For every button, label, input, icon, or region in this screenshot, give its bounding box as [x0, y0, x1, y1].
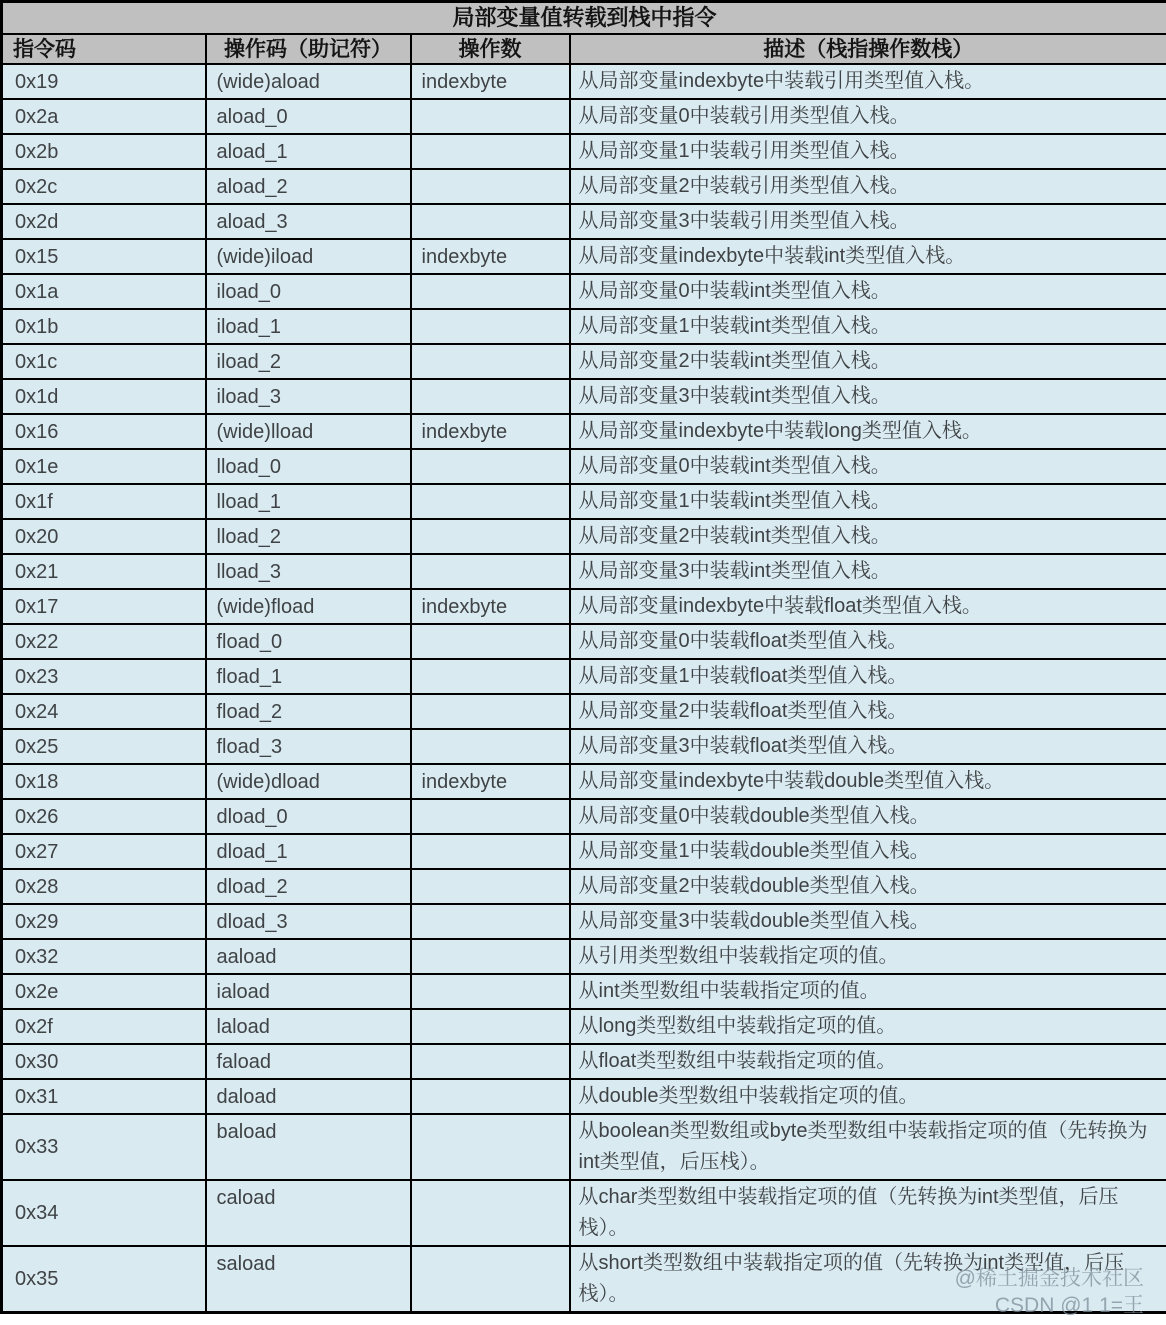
description-cell: 从引用类型数组中装载指定项的值。 [570, 939, 1166, 974]
mnemonic-cell: iload_2 [206, 344, 411, 379]
operand-cell [411, 134, 570, 169]
mnemonic-cell: fload_0 [206, 624, 411, 659]
table-row [2, 1009, 1166, 1044]
description-cell: 从局部变量0中装载int类型值入栈。 [570, 274, 1166, 309]
table-row [2, 239, 1166, 274]
operand-cell [411, 309, 570, 344]
table-row [2, 449, 1166, 484]
opcode-cell: 0x35 [2, 1246, 206, 1313]
opcode-cell: 0x22 [2, 624, 206, 659]
operand-cell [411, 1079, 570, 1114]
table-header-row [2, 34, 1166, 64]
opcode-cell: 0x21 [2, 554, 206, 589]
opcode-cell: 0x2a [2, 99, 206, 134]
opcode-cell: 0x1d [2, 379, 206, 414]
description-cell: 从局部变量3中装载int类型值入栈。 [570, 379, 1166, 414]
mnemonic-cell: (wide)dload [206, 764, 411, 799]
table-row [2, 1114, 1166, 1180]
table-row [2, 379, 1166, 414]
table-row [2, 904, 1166, 939]
description-cell: 从局部变量1中装载引用类型值入栈。 [570, 134, 1166, 169]
operand-cell: indexbyte [411, 64, 570, 99]
description-cell: 从局部变量indexbyte中装载long类型值入栈。 [570, 414, 1166, 449]
description-cell: 从局部变量0中装载引用类型值入栈。 [570, 99, 1166, 134]
opcode-cell: 0x26 [2, 799, 206, 834]
opcode-cell: 0x2f [2, 1009, 206, 1044]
operand-cell [411, 624, 570, 659]
mnemonic-cell: dload_1 [206, 834, 411, 869]
table-row [2, 554, 1166, 589]
mnemonic-cell: iload_3 [206, 379, 411, 414]
opcode-cell: 0x1b [2, 309, 206, 344]
opcode-cell: 0x1e [2, 449, 206, 484]
opcode-cell: 0x33 [2, 1114, 206, 1180]
operand-cell [411, 1009, 570, 1044]
operand-cell [411, 519, 570, 554]
table-row [2, 309, 1166, 344]
header-operand: 操作数 [411, 34, 570, 64]
table-row [2, 134, 1166, 169]
watermark-line2: CSDN @1 1=王 [994, 1294, 1144, 1317]
header-description: 描述（栈指操作数栈） [570, 34, 1166, 64]
description-cell: 从long类型数组中装载指定项的值。 [570, 1009, 1166, 1044]
description-cell: 从局部变量indexbyte中装载int类型值入栈。 [570, 239, 1166, 274]
table-row [2, 589, 1166, 624]
table-row [2, 729, 1166, 764]
mnemonic-cell: dload_0 [206, 799, 411, 834]
mnemonic-cell: aload_1 [206, 134, 411, 169]
table-row [2, 169, 1166, 204]
opcode-cell: 0x27 [2, 834, 206, 869]
description-cell: 从局部变量3中装载double类型值入栈。 [570, 904, 1166, 939]
opcode-cell: 0x23 [2, 659, 206, 694]
description-cell: 从局部变量0中装载float类型值入栈。 [570, 624, 1166, 659]
description-cell: 从局部变量indexbyte中装载double类型值入栈。 [570, 764, 1166, 799]
table-title: 局部变量值转载到栈中指令 [2, 2, 1166, 35]
table-title-row [2, 2, 1166, 35]
opcode-cell: 0x25 [2, 729, 206, 764]
table-row [2, 274, 1166, 309]
operand-cell: indexbyte [411, 414, 570, 449]
description-cell: 从局部变量1中装载int类型值入栈。 [570, 484, 1166, 519]
table-row [2, 344, 1166, 379]
operand-cell [411, 869, 570, 904]
operand-cell [411, 449, 570, 484]
opcode-cell: 0x20 [2, 519, 206, 554]
operand-cell [411, 99, 570, 134]
mnemonic-cell: iload_1 [206, 309, 411, 344]
opcode-cell: 0x28 [2, 869, 206, 904]
mnemonic-cell: lload_2 [206, 519, 411, 554]
table-row [2, 1079, 1166, 1114]
description-cell: 从double类型数组中装载指定项的值。 [570, 1079, 1166, 1114]
table-row [2, 659, 1166, 694]
description-cell: 从局部变量1中装载int类型值入栈。 [570, 309, 1166, 344]
table-row [2, 484, 1166, 519]
operand-cell [411, 1114, 570, 1180]
description-cell: 从局部变量1中装载double类型值入栈。 [570, 834, 1166, 869]
mnemonic-cell: saload [206, 1246, 411, 1313]
opcode-cell: 0x17 [2, 589, 206, 624]
opcode-cell: 0x32 [2, 939, 206, 974]
table-row [2, 939, 1166, 974]
opcode-cell: 0x2b [2, 134, 206, 169]
mnemonic-cell: aload_2 [206, 169, 411, 204]
description-cell: 从float类型数组中装载指定项的值。 [570, 1044, 1166, 1079]
table-row [2, 974, 1166, 1009]
mnemonic-cell: (wide)lload [206, 414, 411, 449]
opcode-cell: 0x2d [2, 204, 206, 239]
opcode-cell: 0x18 [2, 764, 206, 799]
operand-cell [411, 1246, 570, 1313]
mnemonic-cell: (wide)fload [206, 589, 411, 624]
mnemonic-cell: faload [206, 1044, 411, 1079]
description-cell: 从boolean类型数组或byte类型数组中装载指定项的值（先转换为int类型值，后压栈）。 [570, 1114, 1166, 1180]
operand-cell [411, 1044, 570, 1079]
mnemonic-cell: dload_2 [206, 869, 411, 904]
header-opcode: 指令码 [2, 34, 206, 64]
description-cell: 从局部变量2中装载float类型值入栈。 [570, 694, 1166, 729]
operand-cell [411, 484, 570, 519]
opcode-cell: 0x29 [2, 904, 206, 939]
opcode-cell: 0x31 [2, 1079, 206, 1114]
operand-cell [411, 729, 570, 764]
mnemonic-cell: (wide)iload [206, 239, 411, 274]
operand-cell [411, 904, 570, 939]
mnemonic-cell: daload [206, 1079, 411, 1114]
description-cell: 从局部变量3中装载引用类型值入栈。 [570, 204, 1166, 239]
opcode-cell: 0x1c [2, 344, 206, 379]
table-row [2, 64, 1166, 99]
mnemonic-cell: aload_3 [206, 204, 411, 239]
operand-cell: indexbyte [411, 764, 570, 799]
description-cell: 从局部变量indexbyte中装载float类型值入栈。 [570, 589, 1166, 624]
operand-cell [411, 694, 570, 729]
operand-cell [411, 274, 570, 309]
description-cell: 从局部变量2中装载double类型值入栈。 [570, 869, 1166, 904]
description-cell: 从局部变量3中装载int类型值入栈。 [570, 554, 1166, 589]
table-row [2, 1246, 1166, 1313]
mnemonic-cell: laload [206, 1009, 411, 1044]
opcode-cell: 0x1f [2, 484, 206, 519]
mnemonic-cell: caload [206, 1180, 411, 1246]
table-row [2, 694, 1166, 729]
opcode-cell: 0x1a [2, 274, 206, 309]
table-row [2, 414, 1166, 449]
watermark-line1: @稀土掘金技术社区 [954, 1267, 1144, 1290]
description-cell: 从局部变量3中装载float类型值入栈。 [570, 729, 1166, 764]
description-cell: 从short类型数组中装载指定项的值（先转换为int类型值，后压栈）。 [570, 1246, 1166, 1313]
operand-cell: indexbyte [411, 239, 570, 274]
mnemonic-cell: fload_3 [206, 729, 411, 764]
opcode-cell: 0x15 [2, 239, 206, 274]
header-mnemonic: 操作码（助记符） [206, 34, 411, 64]
operand-cell: indexbyte [411, 589, 570, 624]
mnemonic-cell: aload_0 [206, 99, 411, 134]
opcode-cell: 0x34 [2, 1180, 206, 1246]
table-row [2, 764, 1166, 799]
description-cell: 从局部变量0中装载int类型值入栈。 [570, 449, 1166, 484]
table-row [2, 204, 1166, 239]
operand-cell [411, 659, 570, 694]
table-row [2, 624, 1166, 659]
description-cell: 从局部变量2中装载int类型值入栈。 [570, 519, 1166, 554]
operand-cell [411, 204, 570, 239]
table-row [2, 1180, 1166, 1246]
description-cell: 从char类型数组中装载指定项的值（先转换为int类型值，后压栈）。 [570, 1180, 1166, 1246]
table-row [2, 519, 1166, 554]
operand-cell [411, 939, 570, 974]
opcode-cell: 0x2c [2, 169, 206, 204]
operand-cell [411, 554, 570, 589]
mnemonic-cell: (wide)aload [206, 64, 411, 99]
description-cell: 从局部变量2中装载int类型值入栈。 [570, 344, 1166, 379]
description-cell: 从局部变量indexbyte中装载引用类型值入栈。 [570, 64, 1166, 99]
mnemonic-cell: fload_1 [206, 659, 411, 694]
opcode-cell: 0x30 [2, 1044, 206, 1079]
opcode-cell: 0x19 [2, 64, 206, 99]
operand-cell [411, 974, 570, 1009]
table-row [2, 1044, 1166, 1079]
operand-cell [411, 834, 570, 869]
mnemonic-cell: fload_2 [206, 694, 411, 729]
mnemonic-cell: dload_3 [206, 904, 411, 939]
operand-cell [411, 344, 570, 379]
mnemonic-cell: iaload [206, 974, 411, 1009]
description-cell: 从局部变量1中装载float类型值入栈。 [570, 659, 1166, 694]
opcode-cell: 0x24 [2, 694, 206, 729]
table-row [2, 834, 1166, 869]
operand-cell [411, 1180, 570, 1246]
mnemonic-cell: lload_1 [206, 484, 411, 519]
operand-cell [411, 799, 570, 834]
operand-cell [411, 169, 570, 204]
mnemonic-cell: baload [206, 1114, 411, 1180]
description-cell: 从局部变量2中装载引用类型值入栈。 [570, 169, 1166, 204]
mnemonic-cell: lload_0 [206, 449, 411, 484]
opcode-cell: 0x16 [2, 414, 206, 449]
mnemonic-cell: lload_3 [206, 554, 411, 589]
operand-cell [411, 379, 570, 414]
table-row [2, 869, 1166, 904]
opcode-cell: 0x2e [2, 974, 206, 1009]
description-cell: 从int类型数组中装载指定项的值。 [570, 974, 1166, 1009]
mnemonic-cell: aaload [206, 939, 411, 974]
description-cell: 从局部变量0中装载double类型值入栈。 [570, 799, 1166, 834]
table-row [2, 799, 1166, 834]
table-row [2, 99, 1166, 134]
mnemonic-cell: iload_0 [206, 274, 411, 309]
